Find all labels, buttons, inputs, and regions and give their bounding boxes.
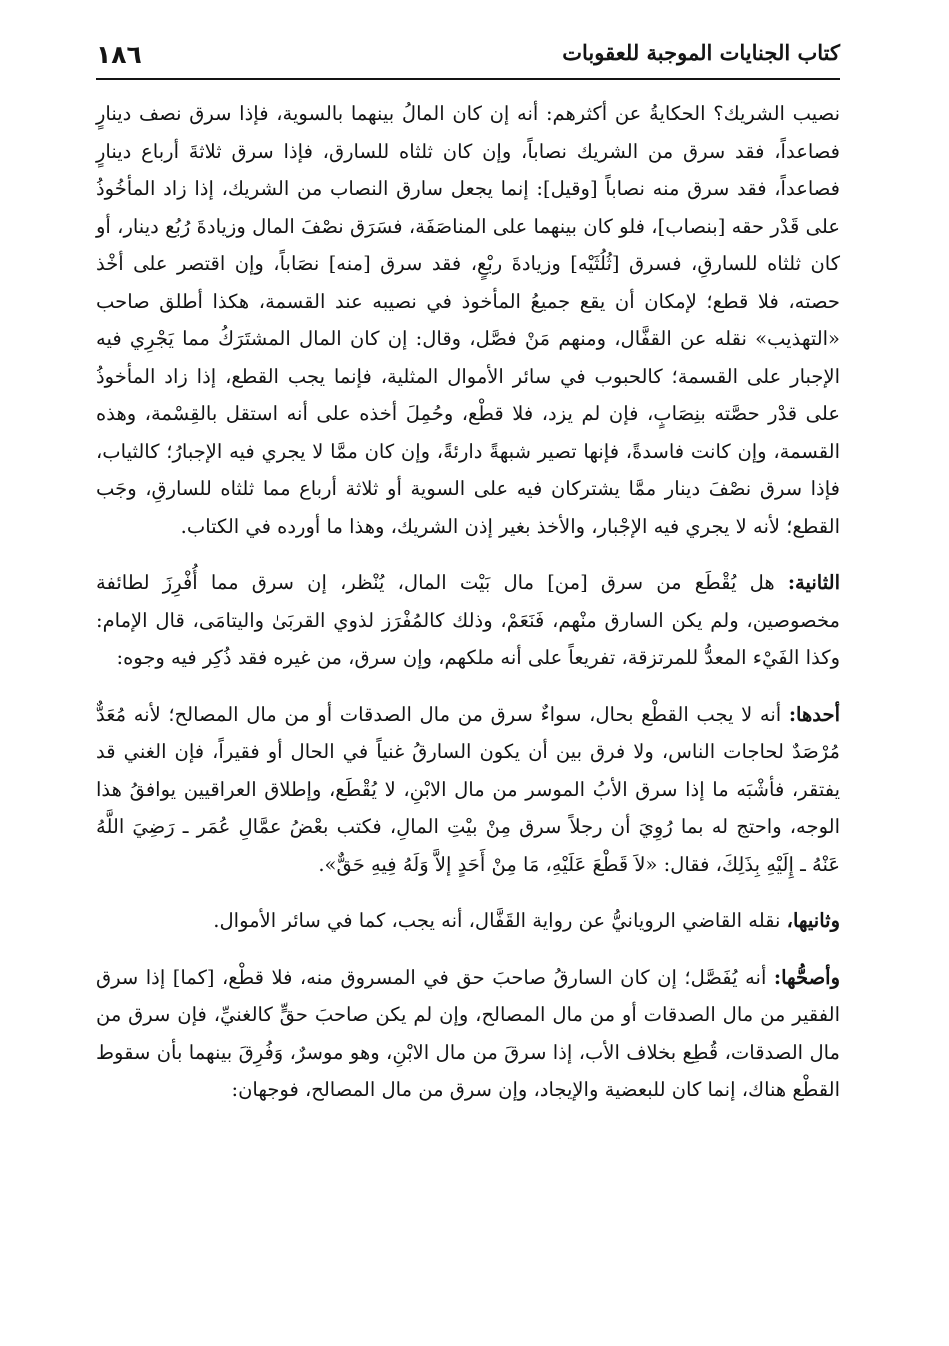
header-rule xyxy=(96,78,840,80)
paragraph-text: هل يُقْطَع من سرق [من] مال بَيْت المال، يُنْظر، إن سرق مما أُفْرِزَ لطائفة مخصوصين، ولم يكن السارق منْهم، فَنَعَمْ، وذلك كالمُفْرَز لذوي القربَىٰ واليتامَى، قال الإمام: وكذا الفَيْء المعدُّ للمرتزقة، تفريعاً على أنه ملكهم، وإن سرق، من غيره فقد ذُكِر فيه وجوه: xyxy=(96,571,840,669)
paragraph-text: أنه لا يجب القطْع بحال، سواءٌ سرق من مال الصدقات أو من مال المصالح؛ لأنه مُعَدٌّ مُرْصَدٌ لحاجات الناس، ولا فرق بين أن يكون السارقُ غنياً في الحال أو فقيراً، فإن الغني قد يفتقر، فأشْبَه ما إذا سرق الأبُ الموسر من مال الابْنِ، لا يُقْطَع، وإطلاق العراقيين يوافقُ هذا الوجه، واحتج له بما رُوِيَ أن رجلاً سرق مِنْ بيْتِ المالِ، فكتب بعْضُ عمَّالِ عُمَر ـ رَضِيَ اللَّهُ عَنْهُ ـ إِلَيْهِ بِذَلِكَ، فقال: «لاَ قَطْعَ عَلَيْهِ، مَا مِنْ أَحَدٍ إلاَّ وَلَهُ فِيهِ حَقٌّ». xyxy=(96,702,840,876)
paragraph-lead: وثانيها، xyxy=(786,909,840,932)
paragraph-lead: وأصحُّها: xyxy=(773,965,840,989)
paragraph-partner-share xyxy=(96,95,840,545)
paragraph-text: نصيب الشريك؟ الحكايةُ عن أكثرهم: أنه إن كان المالُ بينهما بالسوية، فإذا سرق نصف دينارٍ فصاعداً، فقد سرق من الشريك نصاباً، وإن كان ثلثاه للسارق، فإذا سرق ثلاثةَ أرباع دينارٍ فصاعداً، فقد سرق منه نصاباً [وقيل]: إنما يجعل سارق النصاب من الشريك، إذا زاد المأخُوذُ على قَدْر حقه [بنصاب]، فلو كان بينهما على المناصَفَة، فسَرَق نصْفَ المال وزيادةَ رُبُع دينار، أو كان ثلثاه للسارقِ، فسرق [ثُلُثَيْه] وزيادةَ ربْعٍ، فقد سرق [منه] نصَاباً، وإن اقتصر على أخْذ حصته، فلا قطع؛ لإمكان أن يقع جميعُ المأخوذ في نصيبه عند القسمة، هكذا أطلق صاحب «التهذيب» نقله عن القفَّال، ومنهم مَنْ فصَّل، وقال: إن كان المال المشتَرَكُ مما يَجْرِي فيه الإجبار على القسمة؛ كالحبوب في سائر الأموال المثلية، فإنما يجب القطع، إذا زاد المأخوذُ على قدْر حصَّته بنِصَابٍ، فإن لم يزد، فلا قطْع، وحُمِلَ أخذه على أنه استقل بالقِسْمة، وهذه القسمة، وإن كانت فاسدةً، فإنها تصير شبهةً دارئةً، وإن كان ممَّا لا يجري فيه الإجبارُ؛ كالثياب، فإذا سرق نصْفَ دينار ممَّا يشتركان فيه على السوية أو ثلاثة أرباع مما ثلثاه للسارقِ، وجَب القطع؛ لأنه لا يجري فيه الإجْبار، والأخذ بغير إذن الشريك، وهذا ما أورده في الكتاب. xyxy=(96,102,840,538)
paragraph-first-view xyxy=(96,696,840,884)
paragraph-text: نقله القاضي الرويانيُّ عن رواية القَفَّال، أنه يجب، كما في سائر الأموال. xyxy=(213,909,781,932)
paragraph-text: أنه يُفَصَّل؛ إن كان السارقُ صاحبَ حق في المسروق منه، فلا قطْع، [كما] إذا سرق الفقير من مال الصدقات أو من مال المصالح، وإن لم يكن صاحبَ حقٍّ كالغنيِّ، فإن سرق من مال الصدقات، قُطِع بخلاف الأب، إذا سرقَ من مال الابْنِ، وهو موسرٌ، وَفُرِقَ بينهما بأن سقوط القطْع هناك، إنما كان للبعضية والإيجاد، وإن سرق من مال المصالح، فوجهان: xyxy=(96,965,840,1101)
paragraph-lead: أحدها: xyxy=(788,702,840,726)
page-body xyxy=(96,95,840,1128)
paragraph-second-view xyxy=(96,902,840,940)
paragraph-soundest-view xyxy=(96,959,840,1109)
running-title: كتاب الجنايات الموجبة للعقوبات xyxy=(562,40,840,65)
page-header xyxy=(96,38,840,72)
paragraph-second-issue xyxy=(96,564,840,677)
paragraph-lead: الثانية: xyxy=(787,571,840,594)
page-number: ١٨٦ xyxy=(96,40,142,69)
